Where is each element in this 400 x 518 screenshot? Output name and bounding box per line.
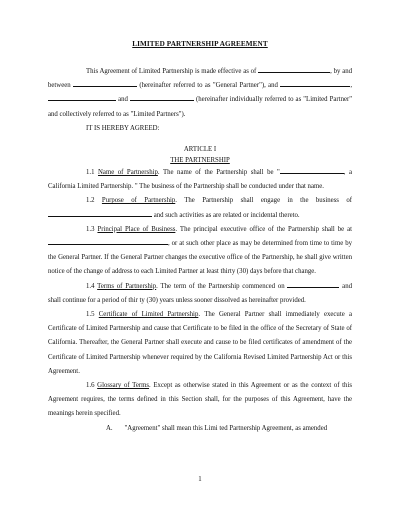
section-1-4 bbox=[48, 280, 352, 308]
page-number: 1 bbox=[198, 476, 202, 483]
section-1-3 bbox=[48, 223, 352, 280]
section-text: , a California Limited Partnership. " The business of the Partnership shall be conducted under that name. bbox=[48, 169, 353, 191]
section-number: 1.1 bbox=[86, 169, 95, 177]
section-text: . Except as otherwise stated in this Agreement or as the context of this Agreement requires, the terms defined in this Section shall, for the purposes of this Agreement, have the meanings herein specified. bbox=[48, 382, 352, 418]
section-number: 1.2 bbox=[86, 197, 95, 205]
definition-text: "Agreement" shall mean this Limi ted Partnership Agreement, as amended bbox=[124, 424, 328, 432]
section-1-6 bbox=[48, 379, 352, 422]
blank-business-purpose[interactable] bbox=[48, 210, 152, 217]
section-text: and shall continue for a period of thir ty (30) years unless sooner dissolved as hereinafter provided. bbox=[48, 282, 352, 304]
blank-limited-partner-3[interactable] bbox=[130, 94, 194, 101]
section-1-2 bbox=[48, 194, 352, 222]
intro-text-b: , by and between bbox=[48, 68, 353, 90]
intro-paragraph bbox=[48, 65, 352, 122]
intro-text-e: and bbox=[118, 96, 128, 104]
section-text: . The General Partner shall immediately execute a Certificate of Limited Partnership and cause that Certificate to be filed in the office of the Secretary of State of California. Thereafter, the General Partner shall execute and cause to be filed certificates of amendment of the Certificate of Limited Partnership whenever required by the California Revised Limited Partnership Act or this Agreement. bbox=[48, 311, 353, 375]
blank-limited-partner-2[interactable] bbox=[48, 94, 116, 101]
section-number: 1.5 bbox=[86, 311, 95, 319]
intro-text-f: (hereinafter individually referred to as "Limited Partner" and collectively referred to as "Limited Partners"). bbox=[48, 96, 353, 118]
intro-text-c: (hereinafter referred to as "General Partner"), and bbox=[139, 82, 278, 90]
blank-office-address[interactable] bbox=[48, 238, 168, 245]
section-heading: Name of Partnership bbox=[98, 169, 158, 177]
intro-text-d: , bbox=[350, 82, 353, 90]
blank-general-partner[interactable] bbox=[73, 80, 137, 87]
section-heading: Principal Place of Business bbox=[97, 225, 176, 233]
definition-a bbox=[48, 422, 352, 436]
section-heading: Purpose of Partnership bbox=[101, 197, 176, 205]
section-text: . The Partnership shall engage in the business of bbox=[175, 197, 353, 205]
section-text: . The principal executive office of the Partnership shall be at bbox=[175, 225, 352, 233]
section-text: . The term of the Partnership commenced on bbox=[156, 282, 285, 290]
section-1-5 bbox=[48, 308, 352, 379]
blank-partnership-name[interactable] bbox=[280, 167, 344, 174]
blank-effective-date[interactable] bbox=[258, 66, 330, 73]
document-title: LIMITED PARTNERSHIP AGREEMENT bbox=[132, 40, 268, 48]
section-number: 1.6 bbox=[86, 382, 95, 390]
article-title: THE PARTNERSHIP bbox=[170, 157, 230, 165]
definition-label: A. bbox=[106, 424, 113, 432]
section-heading: Glossary of Terms bbox=[97, 382, 150, 390]
section-text: . The name of the Partnership shall be " bbox=[157, 169, 280, 177]
agreed-line: IT IS HEREBY AGREED: bbox=[86, 124, 160, 132]
section-text: and such activities as are related or incidental thereto. bbox=[153, 211, 300, 219]
blank-commencement-date[interactable] bbox=[287, 281, 339, 288]
blank-limited-partner-1[interactable] bbox=[280, 80, 353, 90]
article-heading: ARTICLE I bbox=[183, 146, 217, 154]
section-1-1 bbox=[48, 166, 352, 194]
section-heading: Terms of Partnership bbox=[97, 282, 157, 290]
section-heading: Certificate of Limited Partnership bbox=[98, 311, 199, 319]
intro-text-a: This Agreement of Limited Partnership is made effective as of bbox=[86, 68, 257, 75]
section-number: 1.4 bbox=[86, 282, 95, 290]
section-number: 1.3 bbox=[86, 225, 95, 233]
section-text: , or at such other place as may be determined from time to time by the General Partner. If the General Partner changes the executive office of the Partnership, he shall give written notice of the change of address to each Limited Partner at least thirty (30) days before that change. bbox=[48, 240, 352, 276]
